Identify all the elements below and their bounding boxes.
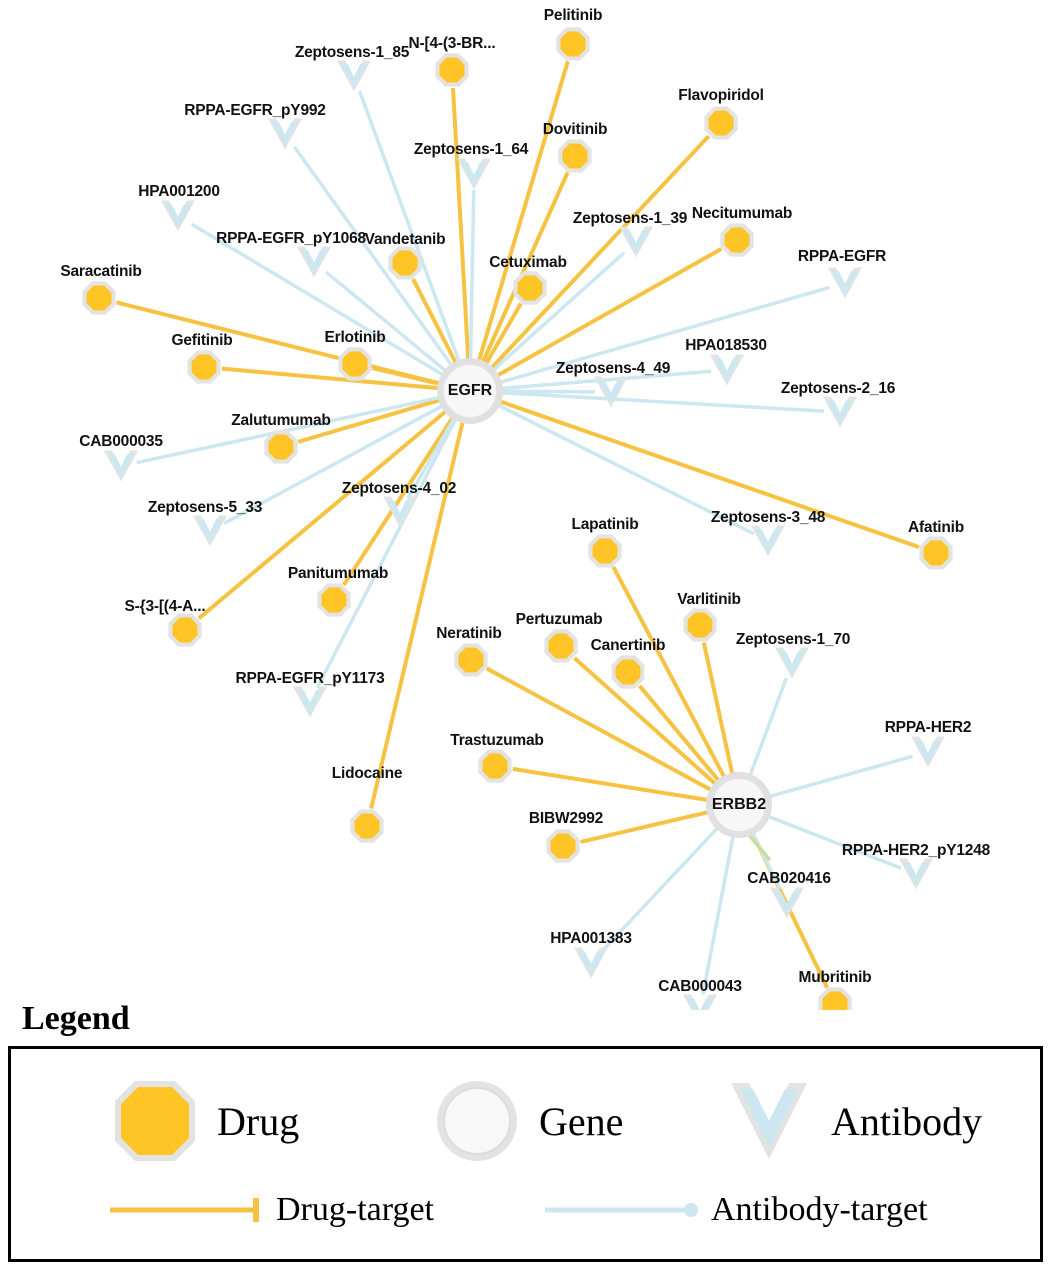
drug-node[interactable] <box>556 27 589 60</box>
legend-title: Legend <box>22 1000 130 1037</box>
antibody-node[interactable] <box>383 497 417 528</box>
antibody-node-label: Zeptosens-1_39 <box>572 210 688 227</box>
antibody-node[interactable] <box>293 687 327 718</box>
drug-node-label: N-[4-(3-BR... <box>408 35 496 52</box>
drug-node-label: Flavopiridol <box>678 87 764 104</box>
antibody-node-label: Zeptosens-4_02 <box>341 480 457 497</box>
legend-item-antibody <box>721 1073 982 1169</box>
antibody-node[interactable] <box>104 451 138 482</box>
drug-node-label: Vandetanib <box>364 231 446 248</box>
antibody-node-label: HPA001200 <box>138 183 220 200</box>
antibody-node[interactable] <box>770 888 804 919</box>
antibody-node-label: CAB000043 <box>658 978 742 995</box>
antibody-node-label: RPPA-EGFR_pY1068 <box>216 230 366 247</box>
antibody-icon <box>721 1073 817 1169</box>
antibody-node[interactable] <box>297 247 331 278</box>
drug-node[interactable] <box>350 809 383 842</box>
gene-icon <box>429 1073 525 1169</box>
drug-node[interactable] <box>264 430 297 463</box>
drug-node-label: Cetuximab <box>489 254 567 271</box>
legend-label-gene: Gene <box>539 1098 624 1144</box>
drug-node-label: Erlotinib <box>324 329 386 346</box>
drug-node-label: Pertuzumab <box>515 611 603 628</box>
drug-node-label: Saracatinib <box>60 263 142 280</box>
antibody-node-label: CAB000035 <box>79 433 163 450</box>
antibody-node-label: RPPA-HER2_pY1248 <box>841 842 991 859</box>
antibody-node[interactable] <box>775 648 809 679</box>
drug-node[interactable] <box>338 347 371 380</box>
drug-node[interactable] <box>388 246 421 279</box>
antibody-node[interactable] <box>161 201 195 232</box>
drug-node[interactable] <box>919 536 952 569</box>
antibody-node[interactable] <box>911 737 945 768</box>
antibody-node[interactable] <box>710 355 744 386</box>
legend-item-antibody-target <box>541 1191 928 1229</box>
drug-node-label: Panitumumab <box>287 565 389 582</box>
antibody-node-label: RPPA-EGFR <box>797 248 887 265</box>
antibody-node-label: Zeptosens-1_70 <box>735 631 851 648</box>
gene-node-label: ERBB2 <box>711 796 767 813</box>
antibody-node-label: CAB020416 <box>747 870 831 887</box>
drug-node-label: S-{3-[(4-A... <box>124 598 206 615</box>
antibody-target-edge-icon <box>541 1193 701 1227</box>
antibody-node[interactable] <box>823 397 857 428</box>
drug-target-edge-icon <box>106 1193 266 1227</box>
legend-item-drug-target <box>106 1191 434 1229</box>
drug-node[interactable] <box>544 629 577 662</box>
antibody-node[interactable] <box>751 526 785 557</box>
antibody-node-label: RPPA-HER2 <box>884 719 972 736</box>
antibody-node[interactable] <box>268 119 302 150</box>
drug-node[interactable] <box>168 613 201 646</box>
antibody-node[interactable] <box>337 61 371 92</box>
legend-item-drug <box>107 1073 299 1169</box>
drug-node[interactable] <box>317 583 350 616</box>
antibody-node[interactable] <box>594 377 628 408</box>
drug-node[interactable] <box>187 350 220 383</box>
legend-edges-row <box>11 1187 1040 1257</box>
drug-node[interactable] <box>558 139 591 172</box>
antibody-node[interactable] <box>828 268 862 299</box>
drug-node-label: Zalutumumab <box>231 412 331 429</box>
drug-node[interactable] <box>435 53 468 86</box>
legend-label-drug: Drug <box>217 1098 300 1144</box>
drug-node-label: Necitumumab <box>691 205 793 222</box>
drug-node-label: Lidocaine <box>331 765 403 782</box>
antibody-node-label: RPPA-EGFR_pY992 <box>184 102 326 119</box>
drug-node-label: Mubritinib <box>798 969 872 986</box>
drug-node[interactable] <box>454 643 487 676</box>
drug-node[interactable] <box>82 281 115 314</box>
drug-node-label: Neratinib <box>436 625 502 642</box>
antibody-node-label: HPA001383 <box>550 930 632 947</box>
legend-shapes-row <box>11 1067 1040 1177</box>
drug-node-label: Afatinib <box>907 519 965 536</box>
legend-item-gene <box>429 1073 623 1169</box>
antibody-node-label: Zeptosens-1_64 <box>413 141 529 158</box>
drug-node[interactable] <box>720 223 753 256</box>
drug-icon <box>107 1073 203 1169</box>
legend <box>0 1000 1059 1280</box>
legend-label-antibody: Antibody <box>831 1098 983 1144</box>
drug-node-label: Pelitinib <box>543 7 603 24</box>
antibody-node-label: Zeptosens-4_49 <box>555 360 671 377</box>
antibody-node-label: HPA018530 <box>685 337 767 354</box>
antibody-node-label: Zeptosens-5_33 <box>147 499 263 516</box>
antibody-node[interactable] <box>619 227 653 258</box>
drug-node-label: Lapatinib <box>571 516 639 533</box>
gene-node-label: EGFR <box>447 382 493 399</box>
antibody-node[interactable] <box>899 859 933 890</box>
legend-label-drug-target: Drug-target <box>276 1191 434 1228</box>
antibody-node-label: RPPA-EGFR_pY1173 <box>235 670 385 687</box>
antibody-node[interactable] <box>457 159 491 190</box>
antibody-node[interactable] <box>574 948 608 979</box>
drug-node[interactable] <box>588 534 621 567</box>
legend-box <box>8 1046 1043 1262</box>
antibody-node[interactable] <box>193 516 227 547</box>
drug-node[interactable] <box>478 749 511 782</box>
antibody-node-label: Zeptosens-1_85 <box>294 44 410 61</box>
drug-node[interactable] <box>611 655 644 688</box>
antibody-node-label: Zeptosens-3_48 <box>710 509 826 526</box>
legend-label-antibody-target: Antibody-target <box>711 1191 928 1228</box>
drug-node-label: Dovitinib <box>542 121 608 138</box>
drug-node[interactable] <box>546 829 579 862</box>
drug-node[interactable] <box>704 106 737 139</box>
drug-node-label: Canertinib <box>590 637 666 654</box>
drug-node-label: Trastuzumab <box>450 732 544 749</box>
drug-node-label: Varlitinib <box>677 591 741 608</box>
drug-node[interactable] <box>683 608 716 641</box>
antibody-node-label: Zeptosens-2_16 <box>780 380 896 397</box>
drug-node[interactable] <box>513 271 546 304</box>
drug-node-label: BIBW2992 <box>528 810 604 827</box>
drug-node-label: Gefitinib <box>171 332 233 349</box>
